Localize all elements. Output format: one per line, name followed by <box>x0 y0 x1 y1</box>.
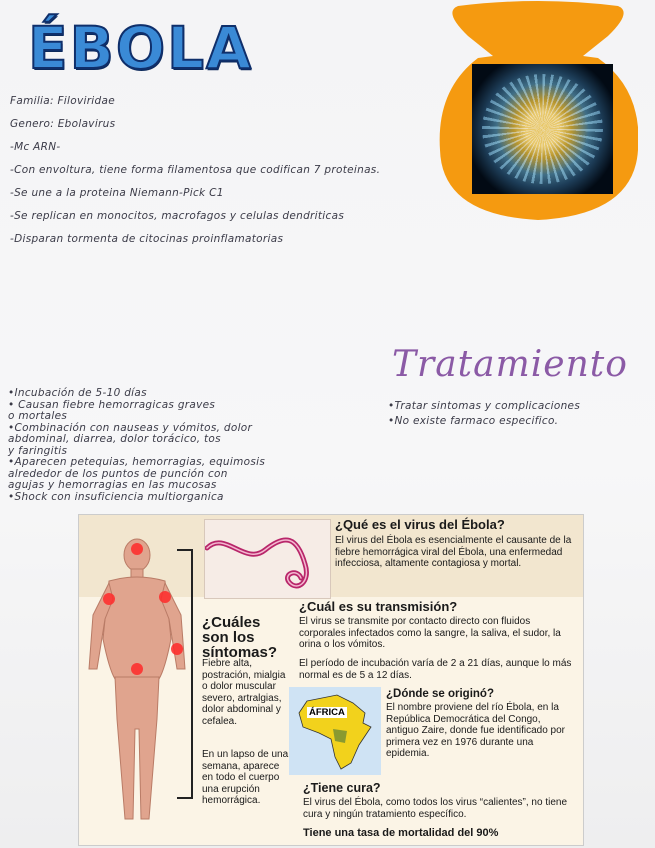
symptom-spot <box>103 593 115 605</box>
symptom-line: •Combinación con nauseas y vómitos, dolor <box>8 421 253 434</box>
africa-map <box>289 687 381 775</box>
symptoms-title: ¿Cuáles son los síntomas? <box>202 614 278 661</box>
q1-text: El virus del Ébola es esencialmente el causante de la fiebre hemorrágica viral del Ébola, una enfermedad infecciosa, altamente contagiosa y mortal. <box>335 535 572 570</box>
q4-title: ¿Tiene cura? <box>303 781 381 795</box>
symptom-line: •Incubación de 5-10 días <box>8 387 147 399</box>
fact-genus: Genero: Ebolavirus <box>10 118 116 130</box>
symptom-spot <box>131 543 143 555</box>
symptom-line: y faringitis <box>8 444 68 457</box>
symptom-line: •Shock con insuficiencia multiorganica <box>8 490 224 503</box>
q4-mortality: Tiene una tasa de mortalidad del 90% <box>303 827 499 839</box>
q2-text-incubation: El período de incubación varía de 2 a 21 días, aunque lo más normal es de 5 a 12 días. <box>299 658 572 681</box>
facts-list <box>10 95 430 256</box>
symptom-line: •Aparecen petequias, hemorragias, equimosis <box>8 456 266 468</box>
symptom-line: • Causan fiebre hemorragicas graves <box>8 398 216 411</box>
q3-text: El nombre proviene del río Ébola, en la República Democrática del Congo, antiguo Zaire, donde fue identificado por primera vez en 1976 durante una epidemia. <box>386 702 566 760</box>
tratamiento-list <box>388 400 648 430</box>
poster-title: ÉBOLA <box>28 14 253 82</box>
symptom-line: agujas y hemorragias en las mucosas <box>8 479 217 491</box>
symptoms-handwritten-list <box>8 388 328 503</box>
q4-text: El virus del Ébola, como todos los virus “calientes”, no tiene cura y ningún tratamiento específico. <box>303 797 568 820</box>
symptom-spot <box>131 663 143 675</box>
symptoms-text: Fiebre alta, postración, mialgia o dolor muscular severo, artralgias, dolor abdominal y cefalea. <box>202 658 286 727</box>
symptom-spot <box>159 591 171 603</box>
ebola-virus-photo <box>472 64 613 194</box>
symptom-line: abdominal, diarrea, dolor torácico, tos <box>8 433 221 445</box>
africa-map-shape <box>289 687 381 775</box>
fact-receptor: -Se une a la proteina Niemann-Pick C1 <box>10 187 224 199</box>
symptom-line: alrededor de los puntos de punción con <box>8 467 228 480</box>
symptoms-text-rash: En un lapso de una semana, aparece en todo el cuerpo una erupción hemorrágica. <box>202 749 289 807</box>
q2-text: El virus se transmite por contacto directo con fluidos corporales infectados como la sangre, la saliva, el sudor, la orina o los vómitos. <box>299 616 561 651</box>
fact-envelope: -Con envoltura, tiene forma filamentosa que codifican 7 proteinas. <box>10 164 381 176</box>
virus-micrograph <box>204 519 331 599</box>
symptoms-bracket <box>177 549 193 799</box>
q3-title: ¿Dónde se originó? <box>386 688 494 700</box>
fact-cytokines: -Disparan tormenta de citocinas proinflamatorias <box>10 233 284 245</box>
fact-replication: -Se replican en monocitos, macrofagos y celulas dendriticas <box>10 210 345 222</box>
q2-title: ¿Cuál es su transmisión? <box>299 599 458 614</box>
tratamiento-title: Tratamiento <box>392 344 628 385</box>
fact-genome: -Mc ARN- <box>10 141 61 153</box>
q1-title: ¿Qué es el virus del Ébola? <box>335 517 505 532</box>
ebola-infographic <box>78 514 584 846</box>
fact-family: Familia: Filoviridae <box>10 95 115 107</box>
africa-label: ÁFRICA <box>309 707 345 718</box>
tratamiento-item: •No existe farmaco especifico. <box>388 415 559 427</box>
symptom-line: o mortales <box>8 410 68 422</box>
tratamiento-item: •Tratar sintomas y complicaciones <box>388 400 581 412</box>
